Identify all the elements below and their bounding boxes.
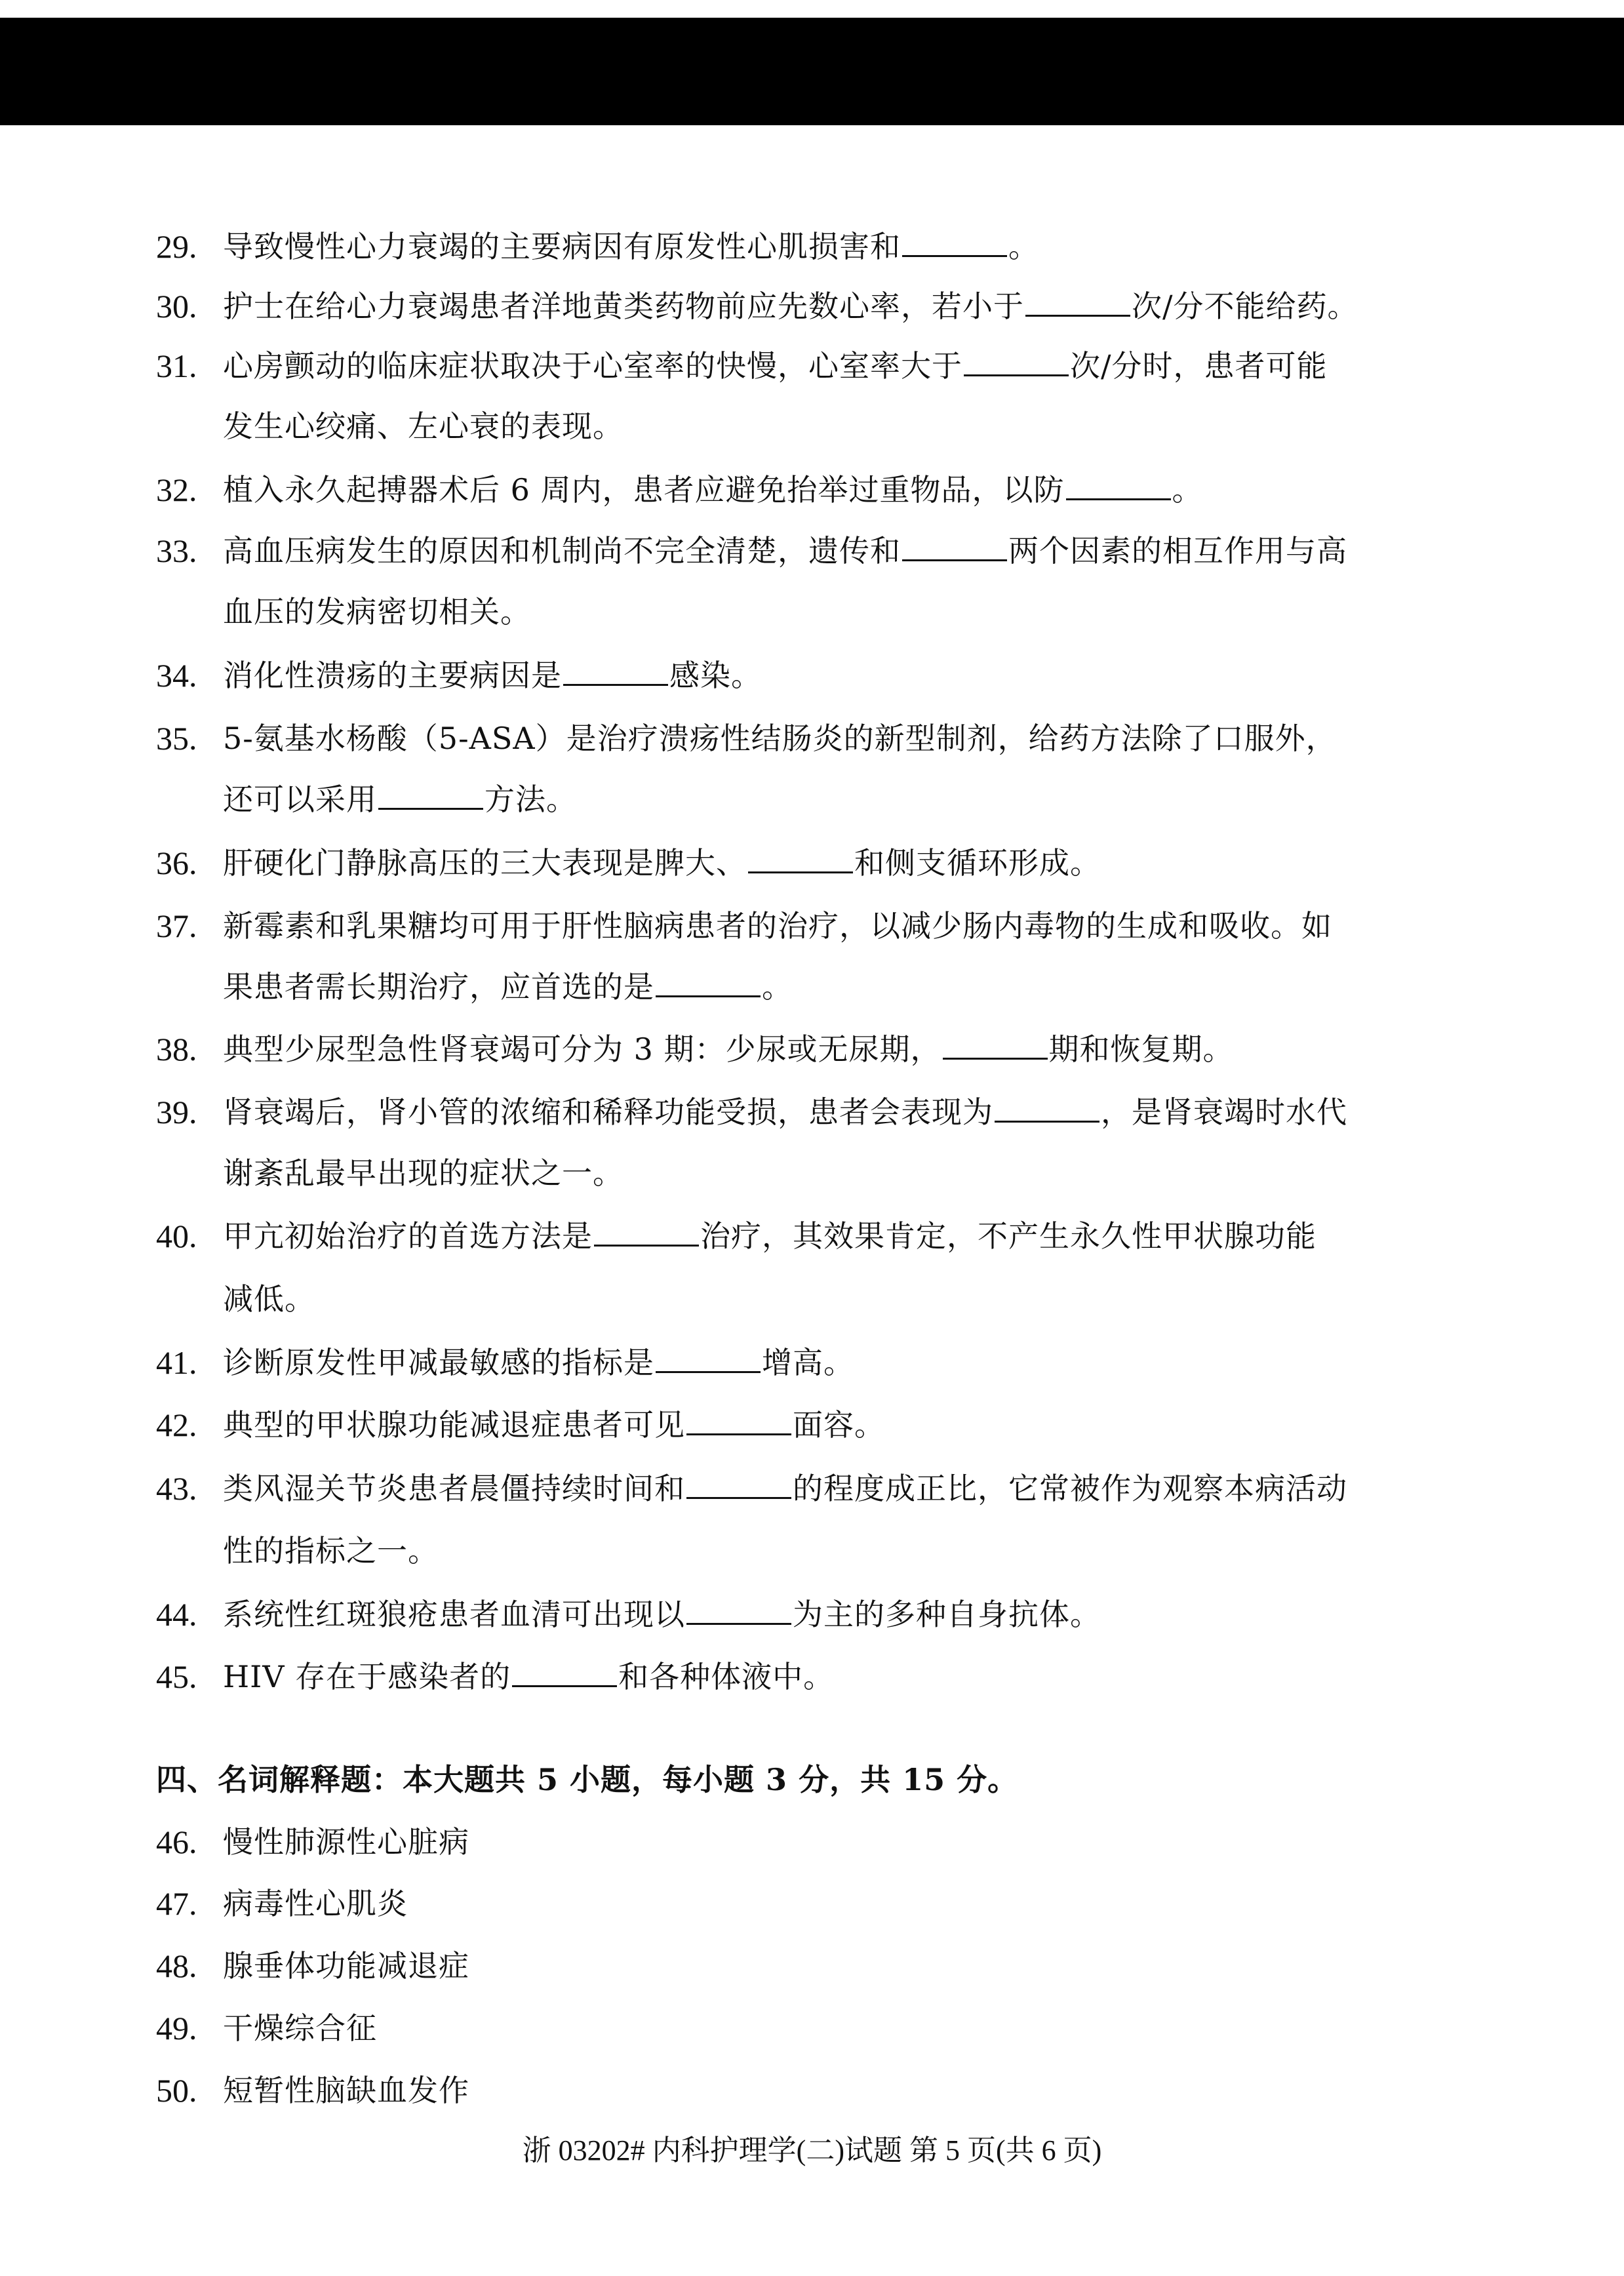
question-number: 49. xyxy=(156,2010,197,2046)
question-number: 44. xyxy=(156,1596,197,1633)
question-text: 肾衰竭后，肾小管的浓缩和稀释功能受损，患者会表现为 xyxy=(223,1094,993,1130)
answer-blank[interactable] xyxy=(1025,289,1130,317)
question-number: 32. xyxy=(156,471,197,508)
answer-blank[interactable] xyxy=(378,782,483,810)
question-text: 高血压病发生的原因和机制尚不完全清楚，遗传和 xyxy=(223,533,901,569)
answer-blank[interactable] xyxy=(902,229,1007,257)
answer-blank[interactable] xyxy=(594,1218,699,1247)
answer-blank[interactable] xyxy=(902,533,1007,561)
question-text-continued: 还可以采用 xyxy=(223,782,377,817)
question-text-tail: 两个因素的相互作用与高 xyxy=(1008,533,1347,569)
question-text-continued: 减低。 xyxy=(223,1281,315,1317)
question-text: 典型的甲状腺功能减退症患者可见 xyxy=(223,1407,685,1443)
question-number: 40. xyxy=(156,1218,197,1254)
question-text-continued: 谢紊乱最早出现的症状之一。 xyxy=(223,1155,624,1191)
term-text: 腺垂体功能减退症 xyxy=(223,1948,469,1984)
question-text: 心房颤动的临床症状取决于心室率的快慢，心室率大于 xyxy=(223,348,962,384)
question-number: 48. xyxy=(156,1947,197,1984)
question-text-tail: 次/分时，患者可能 xyxy=(1070,348,1328,384)
question-text: 消化性溃疡的主要病因是 xyxy=(223,658,562,693)
answer-blank[interactable] xyxy=(656,969,761,997)
question-text: 诊断原发性甲减最敏感的指标是 xyxy=(223,1345,654,1380)
answer-blank[interactable] xyxy=(943,1031,1048,1060)
question-text: 甲亢初始治疗的首选方法是 xyxy=(223,1218,593,1254)
question-text-continued: 发生心绞痛、左心衰的表现。 xyxy=(223,409,624,444)
question-text-continued: 性的指标之一。 xyxy=(223,1533,439,1568)
question-text-tail: 感染。 xyxy=(669,658,762,693)
term-text: 短暂性脑缺血发作 xyxy=(223,2073,469,2108)
question-number: 35. xyxy=(156,720,197,757)
term-text: 慢性肺源性心脏病 xyxy=(223,1824,469,1860)
question-text-tail: 方法。 xyxy=(485,782,577,817)
term-text: 病毒性心肌炎 xyxy=(223,1886,408,1921)
question-text-tail: 面容。 xyxy=(793,1407,885,1443)
question-number: 38. xyxy=(156,1031,197,1068)
question-number: 50. xyxy=(156,2072,197,2109)
question-number: 33. xyxy=(156,532,197,569)
question-text-tail: 增高。 xyxy=(762,1345,854,1380)
answer-blank[interactable] xyxy=(563,658,668,686)
question-text: 典型少尿型急性肾衰竭可分为 3 期：少尿或无尿期， xyxy=(223,1031,941,1067)
question-number: 45. xyxy=(156,1658,197,1695)
question-text-tail: 和侧支循环形成。 xyxy=(854,845,1101,881)
question-number: 37. xyxy=(156,908,197,944)
question-text: 植入永久起搏器术后 6 周内，患者应避免抬举过重物品，以防 xyxy=(223,472,1065,508)
answer-blank[interactable] xyxy=(748,845,853,873)
answer-blank[interactable] xyxy=(964,348,1069,376)
black-header-bar xyxy=(0,18,1624,125)
question-text-tail: 。 xyxy=(1008,229,1039,264)
question-text: 系统性红斑狼疮患者血清可出现以 xyxy=(223,1597,685,1632)
answer-blank[interactable] xyxy=(995,1094,1099,1123)
question-text-continued: 果患者需长期治疗，应首选的是 xyxy=(223,969,654,1005)
question-text-continued: 血压的发病密切相关。 xyxy=(223,594,531,629)
question-number: 31. xyxy=(156,348,197,384)
question-number: 39. xyxy=(156,1094,197,1130)
question-number: 43. xyxy=(156,1470,197,1507)
question-number: 34. xyxy=(156,657,197,694)
answer-blank[interactable] xyxy=(512,1659,617,1687)
answer-blank[interactable] xyxy=(686,1471,791,1499)
question-text-tail: 。 xyxy=(762,969,793,1005)
question-text: 导致慢性心力衰竭的主要病因有原发性心肌损害和 xyxy=(223,229,901,264)
answer-blank[interactable] xyxy=(656,1345,761,1373)
page-footer: 浙 03202# 内科护理学(二)试题 第 5 页(共 6 页) xyxy=(522,2134,1102,2166)
question-text: 类风湿关节炎患者晨僵持续时间和 xyxy=(223,1471,685,1506)
question-text-tail: ，是肾衰竭时水代 xyxy=(1101,1094,1347,1130)
question-text: 新霉素和乳果糖均可用于肝性脑病患者的治疗，以减少肠内毒物的生成和吸收。如 xyxy=(223,908,1332,944)
question-text: 5-氨基水杨酸（5-ASA）是治疗溃疡性结肠炎的新型制剂，给药方法除了口服外， xyxy=(223,721,1337,756)
question-text-tail: 次/分不能给药。 xyxy=(1132,289,1358,324)
question-number: 30. xyxy=(156,288,197,325)
term-text: 干燥综合征 xyxy=(223,2010,377,2046)
question-text-tail: 为主的多种自身抗体。 xyxy=(793,1597,1101,1632)
question-text-tail: 治疗，其效果肯定，不产生永久性甲状腺功能 xyxy=(700,1218,1317,1254)
question-text-tail: 期和恢复期。 xyxy=(1048,1031,1234,1067)
question-text: 护士在给心力衰竭患者洋地黄类药物前应先数心率，若小于 xyxy=(223,289,1024,324)
question-number: 41. xyxy=(156,1344,197,1381)
answer-blank[interactable] xyxy=(1066,472,1171,500)
question-number: 42. xyxy=(156,1407,197,1443)
answer-blank[interactable] xyxy=(686,1597,791,1625)
answer-blank[interactable] xyxy=(686,1407,791,1435)
question-number: 47. xyxy=(156,1885,197,1922)
question-number: 29. xyxy=(156,228,197,265)
question-number: 36. xyxy=(156,845,197,881)
question-text: 肝硬化门静脉高压的三大表现是脾大、 xyxy=(223,845,747,881)
question-number: 46. xyxy=(156,1824,197,1860)
section-heading: 四、名词解释题：本大题共 5 小题，每小题 3 分，共 15 分。 xyxy=(156,1762,1019,1797)
question-text-tail: 和各种体液中。 xyxy=(618,1659,835,1694)
question-text-tail: 的程度成正比，它常被作为观察本病活动 xyxy=(793,1471,1347,1506)
question-text-tail: 。 xyxy=(1172,472,1203,508)
question-text: HIV 存在于感染者的 xyxy=(223,1659,511,1694)
